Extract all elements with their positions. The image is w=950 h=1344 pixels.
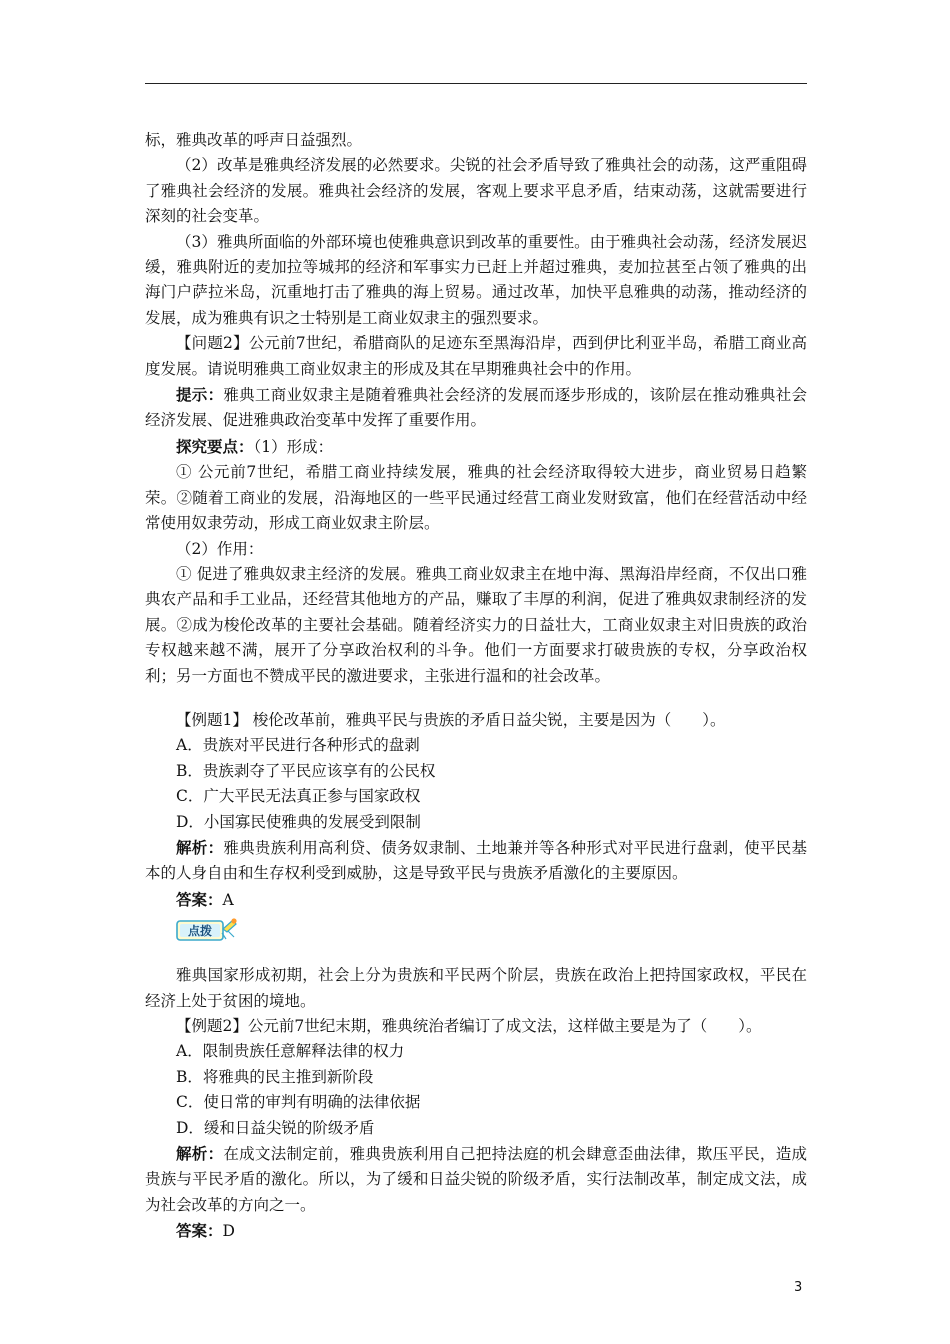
answer-value: A <box>222 890 234 909</box>
answer-value: D <box>222 1222 235 1241</box>
example-1-question <box>145 708 807 733</box>
page-content <box>145 128 807 1245</box>
hint-text: 雅典工商业奴隶主是随着雅典社会经济的发展而逐步形成的，该阶层在推动雅典社会经济发展、促进雅典政治变革中发挥了重要作用。 <box>145 386 807 430</box>
tip-badge <box>176 917 807 943</box>
example-1-analysis <box>145 835 807 887</box>
tip-badge-text: 点拨 <box>187 924 213 939</box>
example-1-text: 梭伦改革前，雅典平民与贵族的矛盾日益尖锐，主要是因为（ ）。 <box>247 710 726 729</box>
question-2-label: 【问题2】 <box>176 334 249 353</box>
example-1-label: 【例题1】 <box>176 710 248 729</box>
example-2-answer <box>145 1218 807 1244</box>
example-2-text: 公元前7世纪末期，雅典统治者编订了成文法，这样做主要是为了（ ）。 <box>247 1017 762 1035</box>
example-2-option: C．使日常的审判有明确的法律依据 <box>176 1093 421 1112</box>
key-point-role-heading: （2）作用： <box>176 539 264 558</box>
example-1-option: A．贵族对平民进行各种形式的盘剥 <box>176 736 420 755</box>
example-2-label: 【例题2】 <box>176 1017 248 1035</box>
analysis-label: 解析： <box>176 837 224 857</box>
example-1-option: B．贵族剥夺了平民应该享有的公民权 <box>176 761 436 780</box>
question-2 <box>145 331 807 382</box>
analysis-label: 解析： <box>176 1144 224 1164</box>
key-points-label: 探究要点： <box>176 436 254 456</box>
example-1-answer <box>145 887 807 913</box>
role-paragraph: ① 促进了雅典奴隶主经济的发展。雅典工商业奴隶主在地中海、黑海沿岸经商，不仅出口雅典农产品和手工业品，还经营其他地方的产品，赚取了丰厚的利润，促进了雅典奴隶制经济的发展。②成为梭伦改革的主要社会基础。随着经济实力的日益壮大，工商业奴隶主对旧贵族的政治专权越来越不满，展开了分享政治权利的斗争。他们一方面要求打破贵族的专权，分享政治权利；另一方面也不赞成平民的激进要求，主张进行温和的社会改革。 <box>145 564 807 685</box>
example-2-question <box>145 1014 807 1039</box>
example-2-option: D．缓和日益尖锐的阶级矛盾 <box>176 1118 375 1137</box>
formation-paragraph: ① 公元前7世纪，希腊工商业持续发展，雅典的社会经济取得较大进步，商业贸易日趋繁荣。②随着工商业的发展，沿海地区的一些平民通过经营工商业发财致富，他们在经营活动中经常使用奴隶劳动，形成工商业奴隶主阶层。 <box>145 463 807 533</box>
paragraph-reason-2: （2）改革是雅典经济发展的必然要求。尖锐的社会矛盾导致了雅典社会的动荡，这严重阻碍了雅典社会经济的发展。雅典社会经济的发展，客观上要求平息矛盾，结束动荡，这就需要进行深刻的社会变革。 <box>145 156 807 226</box>
example-1-option: C．广大平民无法真正参与国家政权 <box>176 787 421 806</box>
example-2-analysis <box>145 1141 807 1218</box>
tip-text: 雅典国家形成初期，社会上分为贵族和平民两个阶层，贵族在政治上把持国家政权，平民在经济上处于贫困的境地。 <box>145 966 807 1010</box>
paragraph-reason-3: （3）雅典所面临的外部环境也使雅典意识到改革的重要性。由于雅典社会动荡，经济发展迟缓，雅典附近的麦加拉等城邦的经济和军事实力已赶上并超过雅典，麦加拉甚至占领了雅典的出海门户萨拉米岛，沉重地打击了雅典的海上贸易。通过改革，加快平息雅典的动荡，推动经济的发展，成为雅典有识之士特别是工商业奴隶主的强烈要求。 <box>145 232 807 327</box>
tip-badge-icon <box>176 917 242 943</box>
header-rule <box>145 83 807 84</box>
question-2-text: 公元前7世纪，希腊商队的足迹东至黑海沿岸，西到伊比利亚半岛，希腊工商业高度发展。请说明雅典工商业奴隶主的形成及其在早期雅典社会中的作用。 <box>145 334 807 378</box>
page-number: 3 <box>794 1280 803 1295</box>
hint <box>145 382 807 434</box>
paragraph-continuation: 标，雅典改革的呼声日益强烈。 <box>145 131 363 149</box>
key-point-formation-heading: （1）形成： <box>253 437 334 456</box>
answer-label: 答案： <box>176 889 223 909</box>
hint-label: 提示： <box>176 385 224 405</box>
key-points <box>145 434 807 460</box>
example-2-option: B．将雅典的民主推到新阶段 <box>176 1067 374 1086</box>
answer-label: 答案： <box>176 1221 223 1241</box>
example-1-option: D．小国寡民使雅典的发展受到限制 <box>176 812 421 831</box>
example-2-option: A．限制贵族任意解释法律的权力 <box>176 1042 405 1061</box>
analysis-text: 在成文法制定前，雅典贵族利用自己把持法庭的机会肆意歪曲法律，欺压平民，造成贵族与平民矛盾的激化。所以，为了缓和日益尖锐的阶级矛盾，实行法制改革，制定成文法，成为社会改革的方向之一。 <box>145 1145 807 1214</box>
analysis-text: 雅典贵族利用高利贷、债务奴隶制、土地兼并等各种形式对平民进行盘剥，使平民基本的人身自由和生存权利受到威胁，这是导致平民与贵族矛盾激化的主要原因。 <box>145 838 807 883</box>
